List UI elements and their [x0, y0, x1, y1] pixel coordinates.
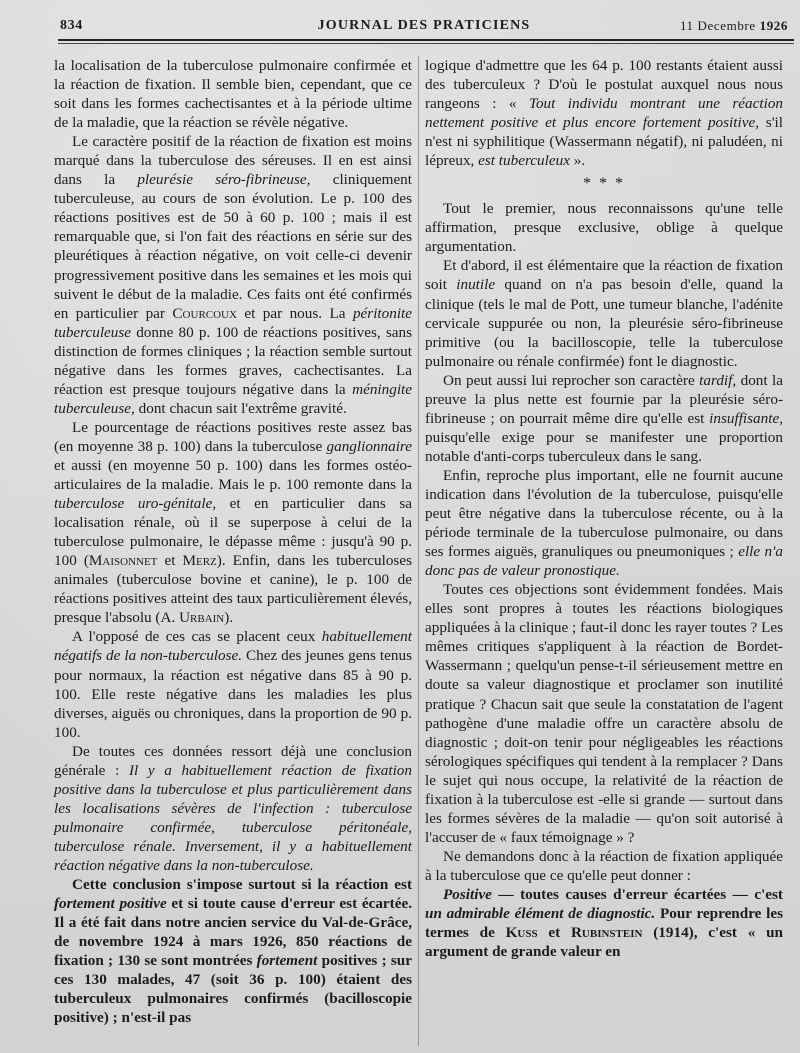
text-run: On peut aussi lui reprocher son caractère — [443, 371, 700, 389]
paragraph — [54, 132, 412, 418]
author-name: Maisonnet — [88, 552, 158, 570]
italic-run: tardif, — [699, 371, 737, 389]
italic-run: elle n'a donc pas de valeur pronostique. — [425, 543, 783, 580]
text-run: dont chacun sait l'extrême gravité. — [134, 399, 347, 417]
text-run: et — [157, 552, 183, 570]
author-name: Merz — [182, 552, 217, 570]
paragraph — [54, 56, 412, 132]
text-run: dont la preuve la plus nette est fournie par la pleurésie séro-fibrineuse ; on pourrait même dire qu'elle est — [425, 371, 783, 427]
italic-run: est tuberculeux — [478, 152, 570, 170]
text-run: la localisation de la tuberculose pulmonaire confirmée et la réaction de fixation. Il semble bien, cependant, que ce soit dans les formes cachectisantes et à la période ultime de la maladie, que la réaction se révèle négative. — [54, 57, 412, 132]
text-run: De toutes ces données ressort déjà une conclusion générale : — [54, 742, 412, 779]
paragraph — [425, 847, 783, 885]
page-number: 834 — [60, 18, 83, 33]
italic-run: méningite tuberculeuse, — [54, 380, 412, 417]
header-rule-thin — [58, 43, 794, 44]
text-run: (1914), c'est « un argument de grande valeur en — [425, 924, 783, 961]
text-run: et par nous. La — [236, 304, 353, 322]
text-run: positives ; sur ces 130 malades, 47 (soit 36 p. 100) étaient des tuberculeux pulmonaires confirmés (bacilloscopie positive) ; n'est-il pas — [54, 952, 412, 1027]
paragraph — [425, 371, 783, 466]
paragraph — [425, 199, 783, 256]
italic-run: fortement — [256, 952, 318, 970]
italic-run: un admirable élément de diagnostic. — [425, 905, 656, 923]
date-year: 1926 — [759, 18, 788, 33]
right-column — [425, 56, 783, 961]
left-column — [54, 56, 412, 1027]
date-day: 11 — [679, 18, 694, 33]
text-run: Tout le premier, nous reconnaissons qu'une telle affirmation, presque exclusive, oblige à quelque argumentation. — [425, 200, 783, 256]
text-run: ». — [569, 152, 586, 170]
text-run: Enfin, reproche plus important, elle ne fournit aucune indication dans l'évolution de la tuberculose, puisqu'elle peut être négative dans la tuberculose récente, ou à la période terminale de la tuberculose pulmonaire, ou dans ses formes aiguës, granuliques ou pneumoniques ; — [425, 466, 783, 561]
text-run: A l'opposé de ces cas se placent ceux — [72, 628, 322, 646]
section-separator-stars: * * * — [583, 175, 625, 193]
text-run: ). — [224, 609, 234, 627]
page-header — [60, 18, 788, 36]
text-run: cliniquement tuberculeuse, au cours de son évolution. Le p. 100 des réactions positives est de 50 à 60 p. 100 ; mais il est remarquable que, si l'on fait des réactions en série sur des pleurétiques à réaction négative, on voit celle-ci devenir progressivement positive dans les semaines et les mois qui suivent le début de la maladie. Ces faits ont été confirmés en particulier par — [54, 171, 413, 322]
text-run: ). Enfin, dans les tuberculoses animales (tuberculose bovine et canine), le p. 100 de réactions positives atteint des taux particulièrement élevés, presque l'absolu (A. — [54, 552, 412, 627]
journal-title: JOURNAL DES PRATICIENS — [317, 18, 531, 33]
text-run: Le caractère positif de la réaction de fixation est moins marqué dans la tuberculose des séreuses. Il en est ainsi dans la — [54, 133, 412, 189]
author-name: Urbain — [179, 609, 225, 627]
paragraph — [54, 742, 412, 875]
italic-run: ganglionnaire — [326, 437, 412, 455]
column-divider — [418, 56, 419, 1046]
text-run: et — [537, 924, 571, 942]
italic-run: insuffisante, — [709, 409, 783, 427]
italic-run: Positive — [443, 885, 492, 903]
italic-run: Il y a habituellement réaction de fixation positive dans la tuberculose et plus particulièrement dans les localisations sévères de l'infection : tuberculose pulmonaire confirmée, tuberculose péritonéale, tuberculose rénale. Inversement, il y a habituellement réaction négative dans la non-tuberculose. — [54, 761, 412, 874]
text-run: donne 80 p. 100 de réactions positives, sans distinction de formes cliniques ; la réaction semble surtout négative dans les formes graves, cachectisantes. La réaction est presque toujours négative dans la — [54, 323, 412, 398]
header-rule-thick — [58, 39, 794, 41]
text-run: et en particulier dans sa localisation rénale, où il se superpose à celui de la tuberculose pulmonaire, le dépasse même : jusqu'à 90 p. 100 ( — [54, 495, 412, 570]
paragraph — [425, 56, 783, 170]
text-run: Toutes ces objections sont évidemment fondées. Mais elles sont propres à toutes les réactions biologiques appliquées à la clinique ; faut-il donc les rayer toutes ? Les mêmes critiques s'appliquent à la réaction de Bordet-Wassermann ; quelqu'un pense-t-il sérieusement mettre en doute sa valeur diagnostique et proclamer son inutilité pratique ? Chacun sait que seule la constatation de l'agent pathogène d'une maladie offre un caractère absolu de diagnostic ; doit-on tenir pour négligeables les réactions sérologiques spécifiques qui tendent à la remplacer ? Dans le sujet qui nous occupe, la relativité de la réaction de fixation à la tuberculose est -elle si grande — surtout dans les formes sévères de la maladie — qu'on soit autorisé à l'accuser de « faux témoignage » ? — [425, 581, 783, 846]
text-run: logique d'admettre que les 64 p. 100 restants étaient aussi des tuberculeux ? D'où le postulat auxquel nous nous rangeons : « — [425, 57, 783, 113]
author-name: Courcoux — [172, 304, 237, 322]
italic-run: pleurésie séro-fibrineuse, — [137, 171, 311, 189]
paragraph — [54, 627, 412, 741]
italic-run: fortement positive — [54, 895, 167, 913]
text-run: s'il n'est ni syphilitique (Wassermann négatif), ni paludéen, ni lépreux, — [425, 114, 783, 170]
paragraph — [425, 885, 783, 961]
date-month: Decembre — [697, 18, 756, 33]
italic-run: inutile — [456, 276, 496, 294]
italic-run: Tout individu montrant une réaction nettement positive et plus encore fortement positive, — [425, 95, 784, 132]
text-run: Le pourcentage de réactions positives reste assez bas (en moyenne 38 p. 100) dans la tuberculose — [54, 418, 412, 455]
italic-run: péritonite tuberculeuse — [54, 304, 413, 341]
paragraph — [54, 875, 412, 1027]
text-run: — toutes causes d'erreur écartées — c'est — [491, 885, 783, 903]
text-run: et si toute cause d'erreur est écartée. Il a été fait dans notre ancien service du Val-de-Grâce, de novembre 1924 à mars 1926, 850 réactions de fixation ; 130 se sont montrées — [54, 895, 412, 970]
author-name: Rubinstein — [570, 924, 643, 942]
text-run: Cette conclusion s'impose surtout si la réaction est — [72, 876, 412, 894]
text-run: Et d'abord, il est élémentaire que la réaction de fixation soit — [425, 257, 783, 294]
author-name: Kuss — [505, 924, 538, 942]
text-run: et aussi (en moyenne 50 p. 100) dans les formes ostéo-articulaires de la maladie. Mais le p. 100 remonte dans la — [54, 456, 412, 494]
paragraph — [425, 580, 783, 847]
text-run: Ne demandons donc à la réaction de fixation appliquée à la tuberculose que ce qu'elle peut donner : — [425, 847, 783, 884]
paragraph — [54, 418, 412, 628]
paragraph — [425, 466, 783, 580]
text-run: Chez des jeunes gens tenus pour normaux, la réaction est négative dans 85 à 90 p. 100. Elle reste négative dans les maladies les plus diverses, aiguës ou chroniques, dans la proportion de 90 p. 100. — [54, 647, 412, 741]
text-run: puisqu'elle exige pour se manifester une proportion notable d'anti-corps tuberculeux dans le sang. — [425, 428, 783, 465]
issue-date — [680, 18, 788, 34]
text-run: Pour reprendre les termes de — [425, 905, 784, 942]
italic-run: tuberculose uro-génitale, — [54, 495, 217, 513]
paragraph — [425, 256, 783, 370]
italic-run: habituellement négatifs de la non-tuberculose. — [54, 628, 412, 665]
text-run: quand on n'a pas besoin d'elle, quand la clinique (tels le mal de Pott, une tumeur blanche, l'adénite cervicale suppurée ou non, la pleurésie séro-fibrineuse primitive (ou la bacilloscopie, telle la tuberculose pulmonaire ou rénale confirmée) font le diagnostic. — [425, 276, 783, 370]
